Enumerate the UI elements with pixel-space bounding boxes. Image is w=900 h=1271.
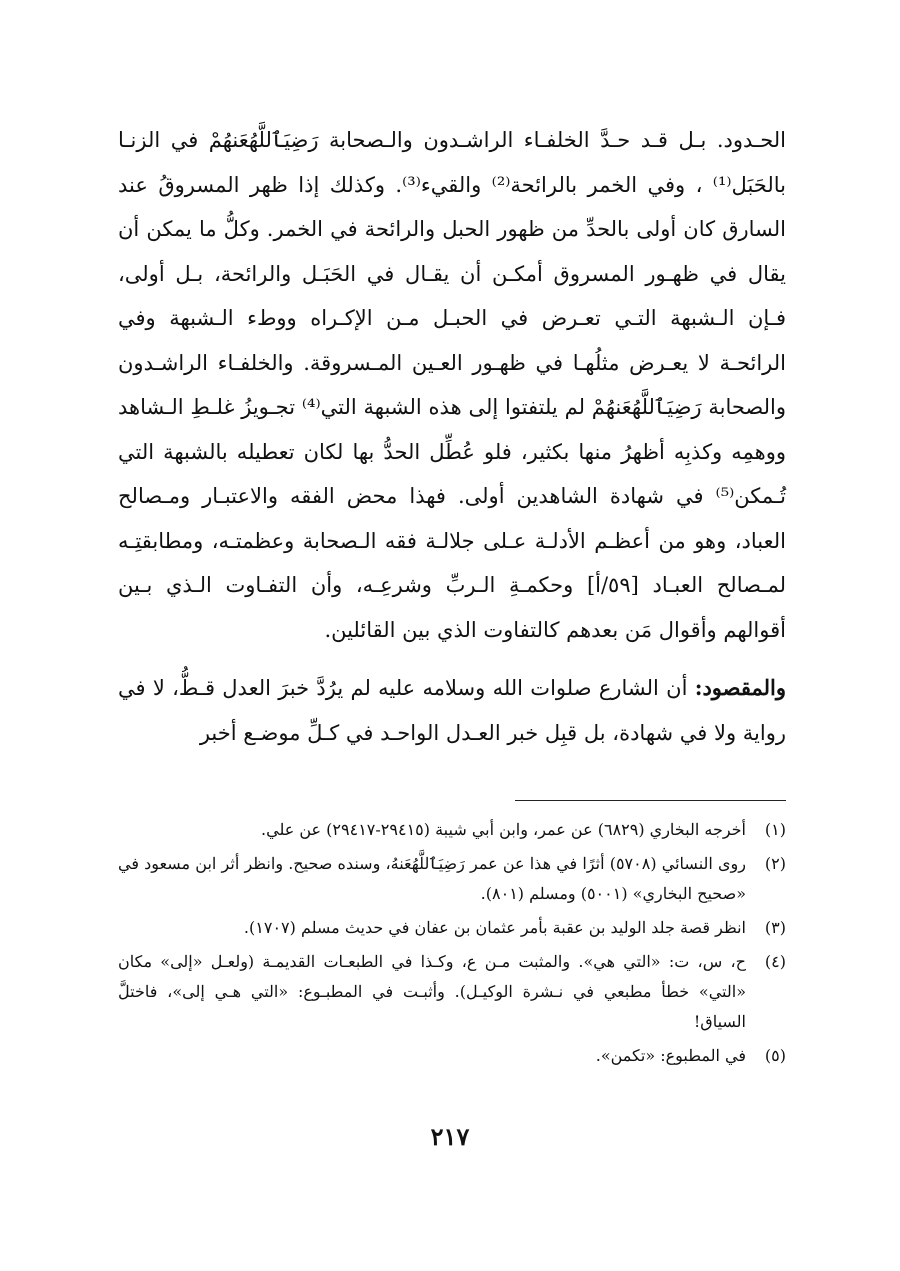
paragraph-2-lead-word: والمقصود: (694, 675, 786, 700)
footnote-number: (١) (764, 820, 786, 839)
footnote-3 (118, 913, 786, 943)
footnote-2 (118, 849, 786, 909)
footnote-text: في المطبوع: «تكمن». (595, 1046, 746, 1065)
footnote-1 (118, 815, 786, 845)
paragraph-1 (118, 118, 786, 652)
footnote-text: روى النسائي (٥٧٠٨) أثرًا في هذا عن عمر رَضِيَٱللَّهُعَنهُ، وسنده صحيح. وانظر أثر ابن مسعود في «صحيح البخاري» (٥٠٠١) ومسلم (٨٠١). (118, 854, 746, 903)
paragraph-1-text: الحـدود. بـل قـد حـدَّ الخلفـاء الراشـدون والـصحابة رَضِيَٱللَّهُعَنهُمْ في الزنـا بالحَبَل⁽¹⁾ ، وفي الخمر بالرائحة⁽²⁾ والقيء⁽³⁾. وكذلك إذا ظهر المسروقُ عند السارق كان أولى بالحدِّ من ظهور الحبل والرائحة في الخمر. وكلُّ ما يمكن أن يقال في ظهـور المسروق أمكـن أن يقـال في الحَبَـل والرائحة، بـل أولى، فـإن الـشبهة التـي تعـرض في الحبـل مـن الإكـراه ووطء الـشبهة وفي الرائحـة لا يعـرض مثلُهـا في ظهـور العـين المـسروقة. والخلفـاء الراشـدون والصحابة رَضِيَٱللَّهُعَنهُمْ لم يلتفتوا إلى هذه الشبهة التي⁽⁴⁾ تجـويزُ غلـطِ الـشاهد ووهمِه وكذبِه أظهرُ منها بكثير، فلو عُطِّل الحدُّ بها لكان تعطيله بالشبهة التي تُـمكن⁽⁵⁾ في شهادة الشاهدين أولى. فهذا محض الفقه والاعتبـار ومـصالح العباد، وهو من أعظـم الأدلـة عـلى جلالـة فقه الـصحابة وعظمتـه، ومطابقتِـه لمـصالح العبـاد [٥٩/أ] وحكمـةِ الـربِّ وشرعِـه، وأن التفـاوت الـذي بـين أقوالهم وأقوال مَن بعدهم كالتفاوت الذي بين القائلين. (118, 128, 786, 642)
footnotes-list (118, 815, 786, 1075)
page-number: ٢١٧ (430, 1122, 470, 1151)
footnote-text: أخرجه البخاري (٦٨٢٩) عن عمر، وابن أبي شيبة (٢٩٤١٥-٢٩٤١٧) عن علي. (261, 820, 746, 839)
footnote-separator (515, 800, 786, 801)
footnote-4 (118, 947, 786, 1037)
paragraph-2-text: أن الشارع صلوات الله وسلامه عليه لم يرُدَّ خبرَ العدل قـطُّ، لا في رواية ولا في شهادة، بل قبِل خبر العـدل الواحـد في كـلِّ موضـع أخبر (118, 676, 786, 745)
footnote-number: (٢) (764, 854, 786, 873)
footnote-text: انظر قصة جلد الوليد بن عقبة بأمر عثمان بن عفان في حديث مسلم (١٧٠٧). (243, 918, 746, 937)
footnote-number: (٥) (764, 1046, 786, 1065)
main-text-body (118, 118, 786, 755)
footnote-text: ح، س، ت: «التي هي». والمثبت مـن ع، وكـذا في الطبعـات القديمـة (ولعـل «إلى» مكان «التي» خطأ مطبعي في نـشرة الوكيـل). وأثبـت في المطبـوع: «التي هـي إلى»، فاختلَّ السياق! (118, 952, 746, 1031)
paragraph-2 (118, 666, 786, 755)
footnote-number: (٤) (764, 952, 786, 971)
footnote-5 (118, 1041, 786, 1071)
footnote-number: (٣) (764, 918, 786, 937)
